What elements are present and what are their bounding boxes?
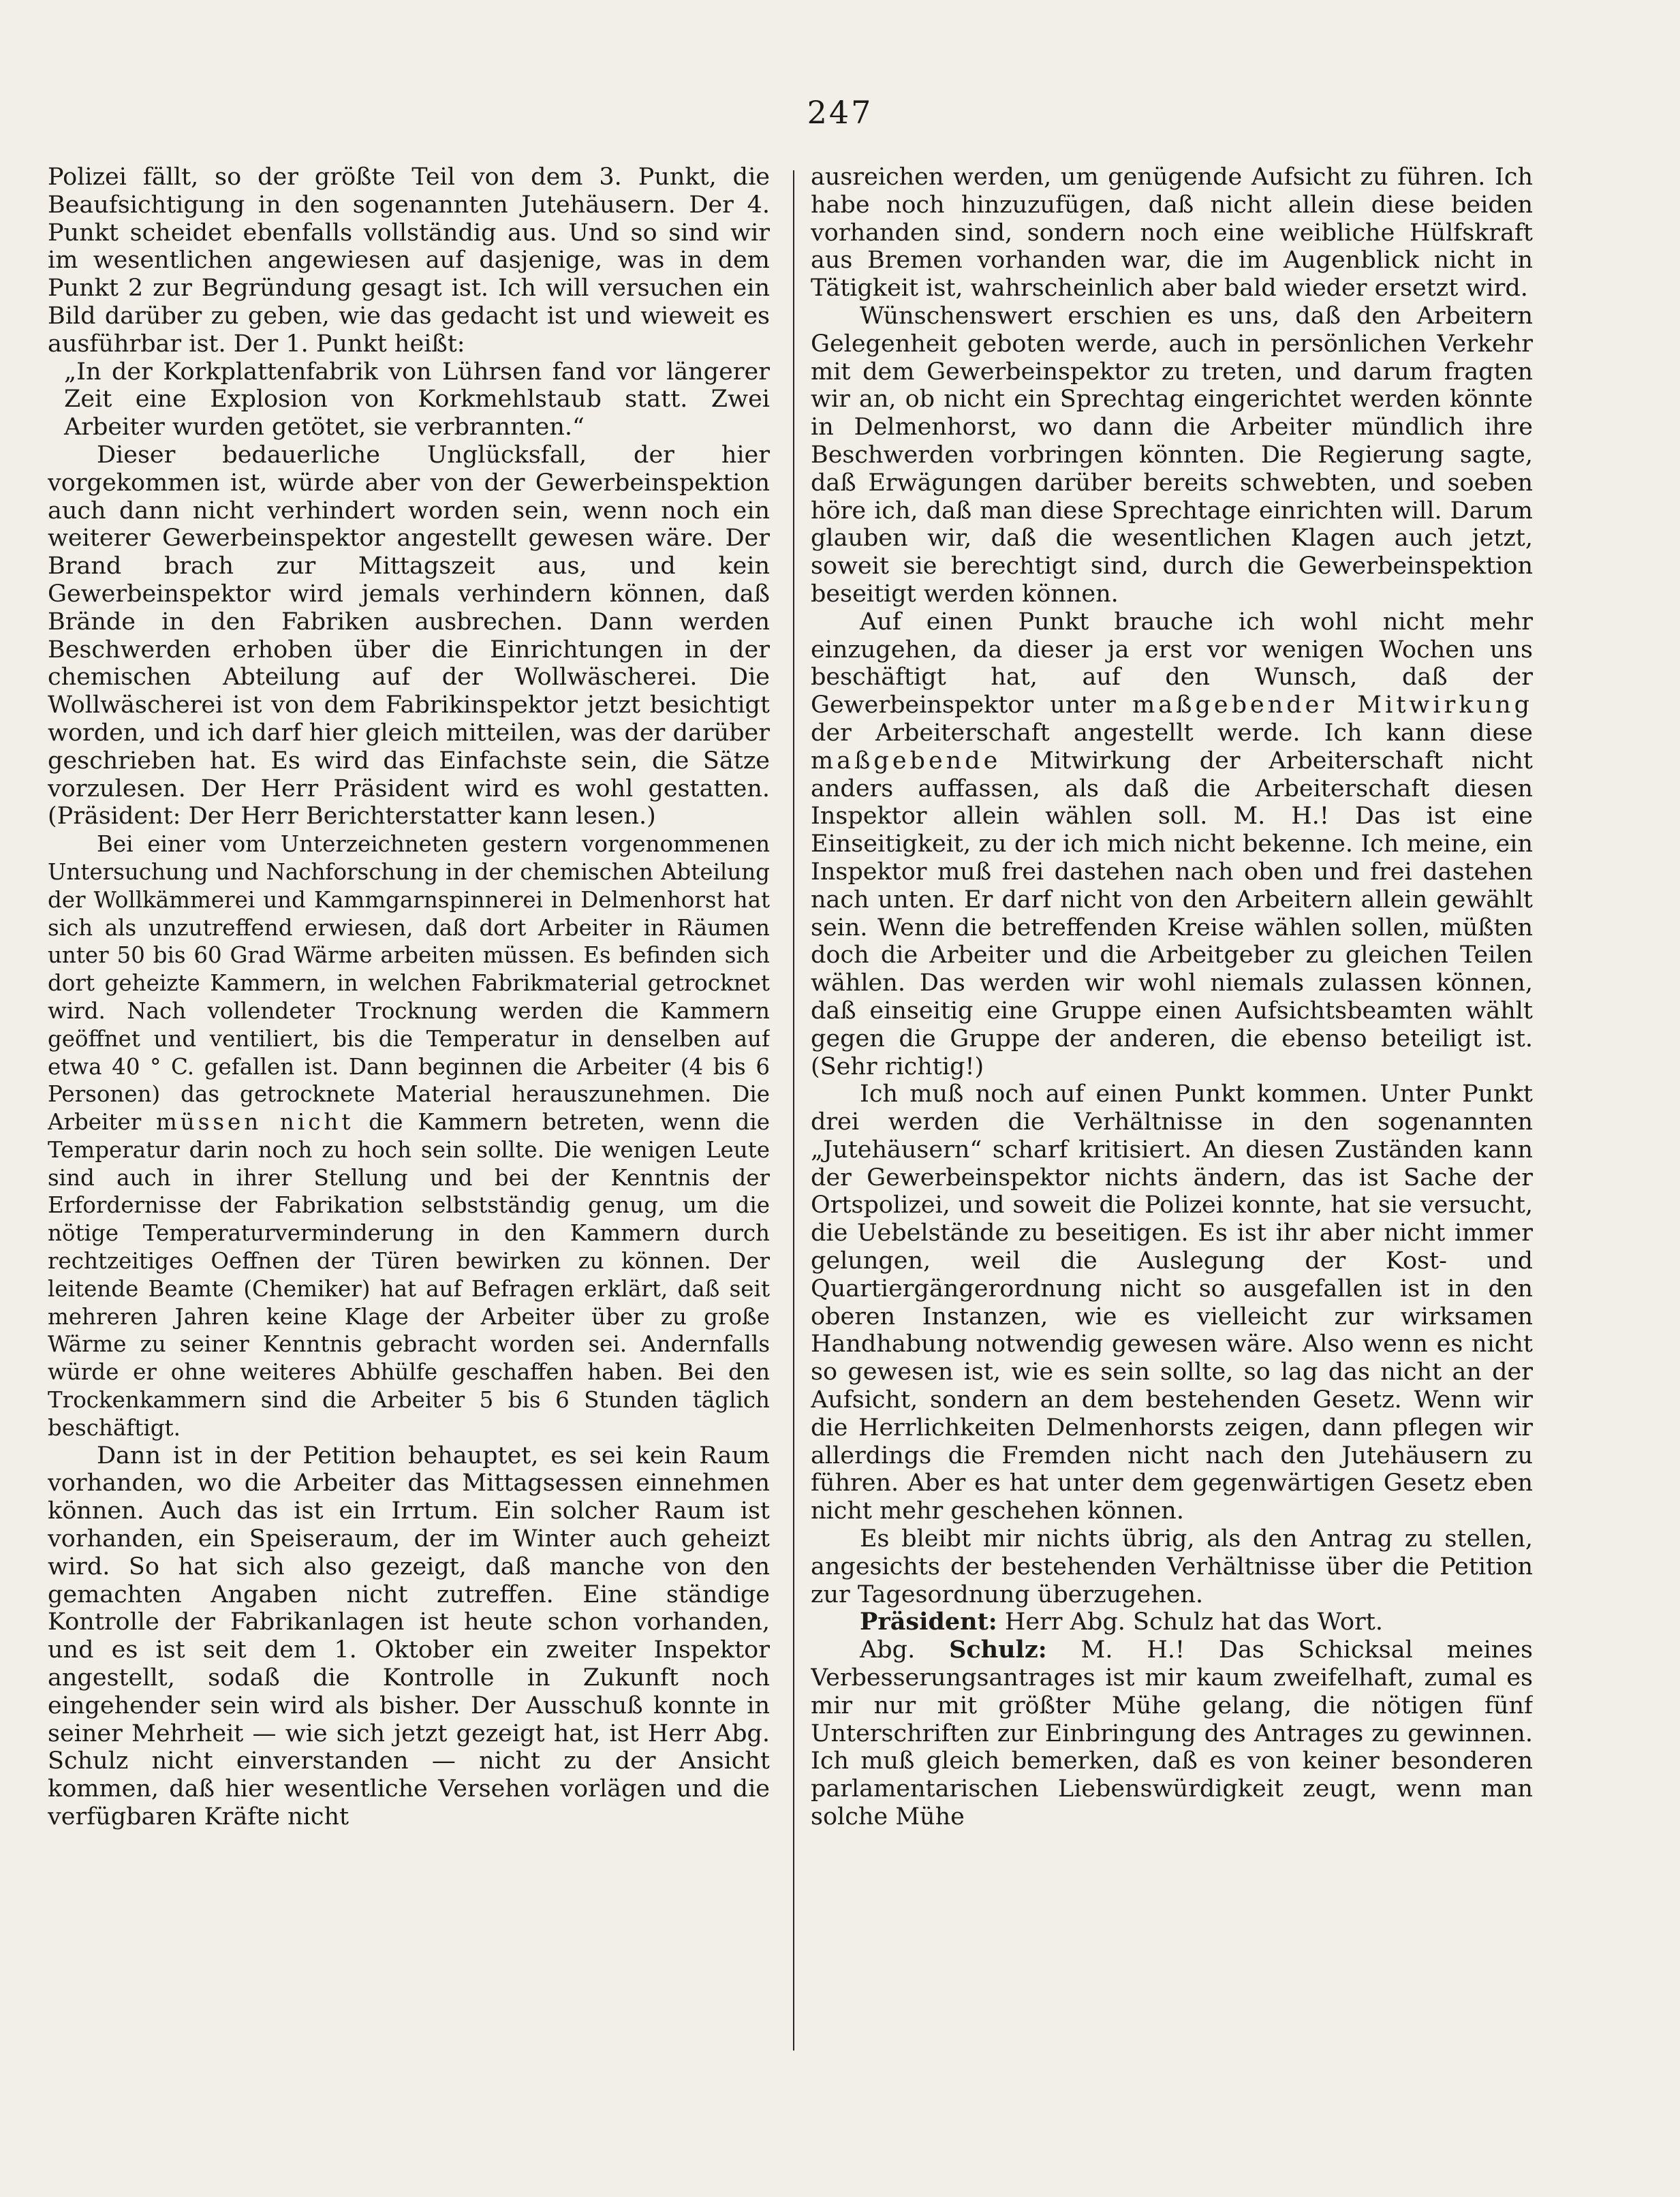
speaker-schulz: Schulz: bbox=[949, 1636, 1047, 1664]
report-text-part-1: Bei einer vom Unterzeichneten gestern vorgenommenen Untersuchung und Nachforschung in der chemischen Abteilung der Wollkämmerei und Kammgarnspinnerei in Delmenhorst hat sich als unzutreffend erwiesen, daß dort Arbeiter in Räumen unter 50 bis 60 Grad Wärme arbeiten müssen. Es befinden sich dort geheizte Kammern, in welchen Fabrikmaterial getrocknet wird. Nach vollendeter Trocknung werden die Kammern geöffnet und ventiliert, bis die Temperatur in denselben auf etwa 40 ° C. gefallen ist. Dann beginnen die Arbeiter (4 bis 6 Personen) das getrocknete Material herauszunehmen. Die Arbeiter bbox=[48, 831, 770, 1136]
page-number: 247 bbox=[807, 94, 873, 131]
paragraph-mitwirkung bbox=[811, 608, 1533, 1081]
quote-korkplattenfabrik: „In der Korkplattenfabrik von Lührsen fand vor längerer Zeit eine Explosion von Korkmehlstaub statt. Zwei Arbeiter wurden getötet, sie verbrannten.“ bbox=[64, 358, 770, 441]
left-column bbox=[48, 163, 770, 2057]
paragraph-unglucksfall: Dieser bedauerliche Unglücksfall, der hier vorgekommen ist, würde aber von der Gewerbeinspektion auch dann nicht verhindert worden sein, wenn noch ein weiterer Gewerbeinspektor angestellt gewesen wäre. Der Brand brach zur Mittagszeit aus, und kein Gewerbeinspektor wird jemals verhindern können, daß Brände in den Fabriken ausbrechen. Dann werden Beschwerden erhoben über die Einrichtungen in der chemischen Abteilung auf der Wollwäscherei. Die Wollwäscherei ist von dem Fabrikinspektor jetzt besichtigt worden, und ich darf hier gleich mitteilen, was der darüber geschrieben hat. Es wird das Einfachste sein, die Sätze vorzulesen. Der Herr Präsident wird es wohl gestatten. (Präsident: Der Herr Berichterstatter kann lesen.) bbox=[48, 441, 770, 830]
mitwirkung-text-part-1: Auf einen Punkt brauche ich wohl nicht mehr einzugehen, da dieser ja erst vor wenigen Wochen uns beschäftigt hat, auf den Wunsch, daß der Gewerbeinspektor unter bbox=[811, 608, 1533, 719]
mitwirkung-emphasis-2: maßgebende bbox=[811, 747, 1001, 775]
paragraph-schulz bbox=[811, 1636, 1533, 1831]
paragraph-jutehaeuser: Ich muß noch auf einen Punkt kommen. Unter Punkt drei werden die Verhältnisse in den sogenannten „Jutehäusern“ scharf kritisiert. An diesen Zuständen kann der Gewerbeinspektor nichts ändern, das ist Sache der Ortspolizei, und soweit die Polizei konnte, hat sie versucht, die Uebelstände zu beseitigen. Es ist ihr aber nicht immer gelungen, weil die Auslegung der Kost- und Quartiergängerordnung nicht so ausgefallen ist in den oberen Instanzen, wie es vielleicht zur wirksamen Handhabung notwendig gewesen wäre. Also wenn es nicht so gewesen ist, wie es sein sollte, so lag das nicht an der Aufsicht, sondern an dem bestehenden Gesetz. Wenn wir die Herrlichkeiten Delmenhorsts zeigen, dann pflegen wir allerdings die Fremden nicht nach den Jutehäusern zu führen. Aber es hat unter dem gegenwärtigen Gesetz eben nicht mehr geschehen können. bbox=[811, 1080, 1533, 1525]
report-text-part-2: die Kammern betreten, wenn die Temperatur darin noch zu hoch sein sollte. Die wenigen Leute sind auch in ihrer Stellung und bei der Kenntnis der Erfordernisse der Fabrikation selbstständig genug, um die nötige Temperaturverminderung in den Kammern durch rechtzeitiges Oeffnen der Türen bewirken zu können. Der leitende Beamte (Chemiker) hat auf Befragen erklärt, daß seit mehreren Jahren keine Klage der Arbeiter über zu große Wärme zu seiner Kenntnis gebracht worden sei. Andernfalls würde er ohne weiteres Abhülfe geschaffen haben. Bei den Trockenkammern sind die Arbeiter 5 bis 6 Stunden täglich beschäftigt. bbox=[48, 1109, 770, 1441]
paragraph-punkt-overview: Polizei fällt, so der größte Teil von dem 3. Punkt, die Beaufsichtigung in den sogenannten Jutehäusern. Der 4. Punkt scheidet ebenfalls vollständig aus. Und so sind wir im wesentlichen angewiesen auf dasjenige, was in dem Punkt 2 zur Begründung gesagt ist. Ich will versuchen ein Bild darüber zu geben, wie das gedacht ist und wieweit es ausführbar ist. Der 1. Punkt heißt: bbox=[48, 163, 770, 358]
speaker-praesident: Präsident: bbox=[860, 1608, 997, 1636]
paragraph-petition-raum: Dann ist in der Petition behauptet, es sei kein Raum vorhanden, wo die Arbeiter das Mittagsessen einnehmen können. Auch das ist ein Irrtum. Ein solcher Raum ist vorhanden, ein Speiseraum, der im Winter auch geheizt wird. So hat sich also gezeigt, daß manche von den gemachten Angaben nicht zutreffen. Eine ständige Kontrolle der Fabrikanlagen ist heute schon vorhanden, und es ist seit dem 1. Oktober ein zweiter Inspektor angestellt, sodaß die Kontrolle in Zukunft noch eingehender sein wird als bisher. Der Ausschuß konnte in seiner Mehrheit — wie sich jetzt gezeigt hat, ist Herr Abg. Schulz nicht einverstanden — nicht zu der Ansicht kommen, daß hier wesentliche Versehen vorlägen und die verfügbaren Kräfte nicht bbox=[48, 1442, 770, 1831]
column-divider bbox=[793, 170, 794, 2051]
mitwirkung-text-part-3: Mitwirkung der Arbeiterschaft nicht anders auffassen, als daß die Arbeiterschaft diesen Inspektor allein wählen soll. M. H.! Das ist eine Einseitigkeit, zu der ich mich nicht bekenne. Ich meine, ein Inspektor muß frei dastehen nach oben und frei dastehen nach unten. Er darf nicht von den Arbeitern allein gewählt sein. Wenn die betreffenden Kreise wählen sollen, müßten doch die Arbeiter und die Arbeitgeber zu gleichen Teilen wählen. Das werden wir wohl niemals zulassen können, daß einseitig eine Gruppe einen Aufsichtsbeamten wählt gegen die Gruppe der anderen, die ebenso beteiligt ist. (Sehr richtig!) bbox=[811, 747, 1533, 1080]
quoted-inspection-report bbox=[48, 830, 770, 1442]
paragraph-antrag: Es bleibt mir nichts übrig, als den Antrag zu stellen, angesichts der bestehenden Verhältnisse über die Petition zur Tagesordnung überzugehen. bbox=[811, 1525, 1533, 1608]
schulz-text: M. H.! Das Schicksal meines Verbesserungsantrages ist mir kaum zweifelhaft, zumal es mir nur mit größter Mühe gelang, die nötigen fünf Unterschriften zur Einbringung des Antrages zu gewinnen. Ich muß gleich bemerken, daß es von keiner besonderen parlamentarischen Liebenswürdigkeit zeugt, wenn man solche Mühe bbox=[811, 1636, 1533, 1831]
praesident-text: Herr Abg. Schulz hat das Wort. bbox=[997, 1608, 1383, 1636]
mitwirkung-text-part-2: der Arbeiterschaft angestellt werde. Ich kann diese bbox=[811, 719, 1533, 747]
right-column bbox=[811, 163, 1533, 2057]
paragraph-sprechtag: Wünschenswert erschien es uns, daß den Arbeitern Gelegenheit geboten werde, auch in persönlichen Verkehr mit dem Gewerbeinspektor zu treten, und darum fragten wir an, ob nicht ein Sprechtag eingerichtet werden könnte in Delmenhorst, wo dann die Arbeiter mündlich ihre Beschwerden vorbringen könnten. Die Regierung sagte, daß Erwägungen darüber bereits schwebten, und soeben höre ich, daß man diese Sprechtage einrichten will. Darum glauben wir, daß die wesentlichen Klagen auch jetzt, soweit sie berechtigt sind, durch die Gewerbeinspektion beseitigt werden können. bbox=[811, 302, 1533, 608]
report-emphasis: müssen nicht bbox=[155, 1109, 354, 1136]
schulz-prefix: Abg. bbox=[860, 1636, 950, 1664]
paragraph-aufsicht: ausreichen werden, um genügende Aufsicht zu führen. Ich habe noch hinzuzufügen, daß nicht allein diese beiden vorhanden sind, sondern noch eine weibliche Hülfskraft aus Bremen vorhanden war, die im Augenblick nicht in Tätigkeit ist, wahrscheinlich aber bald wieder ersetzt wird. bbox=[811, 163, 1533, 302]
mitwirkung-emphasis-1: maßgebender Mitwirkung bbox=[1132, 691, 1533, 719]
paragraph-praesident bbox=[811, 1608, 1533, 1636]
